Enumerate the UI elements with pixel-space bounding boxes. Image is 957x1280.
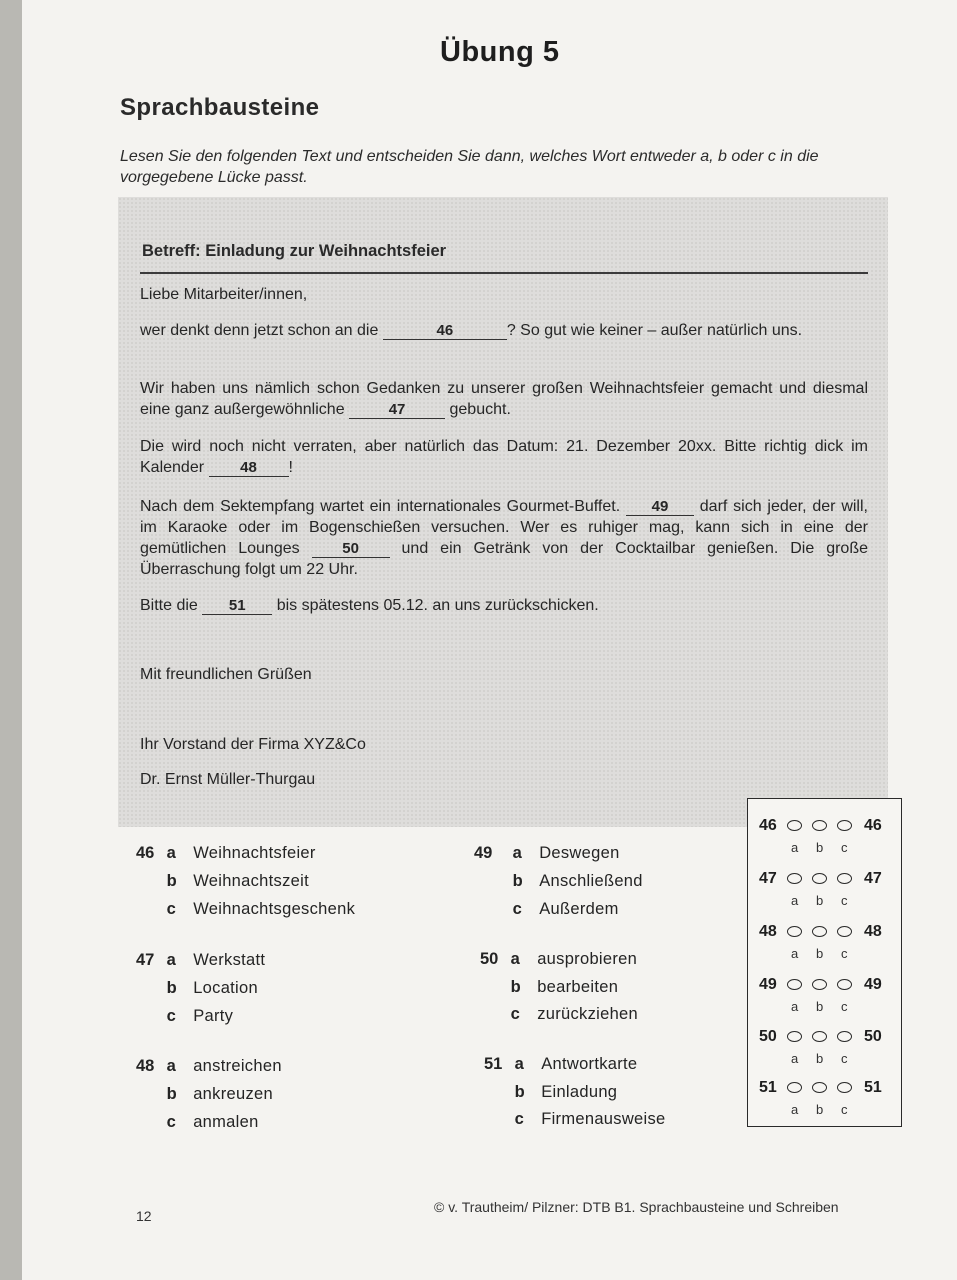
paragraph-text: Die wird noch nicht verraten, aber natürlich das Datum: 21. Dezember 20xx. Bitte richtig dick im Kalender [140,438,868,476]
option-46b: b Weihnachtszeit [166,872,309,890]
answer-row-49: 49 49 a b c [759,976,882,1014]
bubble-46b[interactable] [812,820,827,831]
bubble-49c[interactable] [837,979,852,990]
answer-sheet [747,798,902,1127]
section-title: Sprachbausteine [120,94,320,121]
option-48b: b ankreuzen [166,1085,273,1103]
bubble-47b[interactable] [812,873,827,884]
letter-subject: Betreff: Einladung zur Weihnachtsfeier [142,242,447,260]
worksheet-page [22,0,957,1280]
copyright-note: © v. Trautheim/ Pilzner: DTB B1. Sprachbausteine und Schreiben [434,1199,839,1215]
option-51a: 51 a Antwortkarte [484,1055,638,1073]
paragraph-text: darf sich jeder, der will, im Karaoke oder im Bogenschießen versuchen. Wer es ruhiger mag, kann sich in eine der gemütlichen Lounges [140,498,868,557]
bubble-50b[interactable] [812,1031,827,1042]
answer-row-51: 51 51 a b c [759,1079,882,1117]
option-46a: 46 a Weihnachtsfeier [136,844,316,862]
option-47a: 47 a Werkstatt [136,951,266,969]
bubble-47c[interactable] [837,873,852,884]
option-47c: c Party [166,1007,234,1025]
bubble-49a[interactable] [787,979,802,990]
paragraph-text: bis spätestens 05.12. an uns zurückschicken. [276,597,599,614]
option-49a: 49 a Deswegen [474,844,620,862]
option-51c: c Firmenausweise [514,1110,666,1128]
option-50b: b bearbeiten [510,978,619,996]
answer-row-48: 48 48 a b c [759,923,882,961]
answer-row-46: 46 46 a b c [759,817,882,855]
gap-47: 47 [349,401,445,419]
page-title: Übung 5 [440,36,560,68]
page-number: 12 [136,1208,152,1224]
paragraph-text: ? So gut wie keiner – außer natürlich uns. [506,322,803,339]
bubble-50c[interactable] [837,1031,852,1042]
option-50a: 50 a ausprobieren [480,950,638,968]
option-47b: b Location [166,979,258,997]
option-49c: c Außerdem [512,900,619,918]
paragraph-text: wer denkt denn jetzt schon an die [140,322,379,339]
bubble-48c[interactable] [837,926,852,937]
answer-row-50: 50 50 a b c [759,1028,882,1066]
letter-greeting: Liebe Mitarbeiter/innen, [140,286,308,303]
gap-46: 46 [383,322,507,340]
option-48c: c anmalen [166,1113,259,1131]
option-49b: b Anschließend [512,872,643,890]
paragraph-text: Wir haben uns nämlich schon Gedanken zu unserer großen Weihnachtsfeier gemacht und diesmal eine ganz außergewöhnliche [140,380,868,418]
option-48a: 48 a anstreichen [136,1057,282,1075]
option-51b: b Einladung [514,1083,618,1101]
task-instruction: Lesen Sie den folgenden Text und entscheiden Sie dann, welches Wort entweder a, b oder c in die vorgegebene Lücke passt. [120,148,819,186]
letter-paragraph-1 [140,320,868,341]
bubble-46a[interactable] [787,820,802,831]
letter-paragraph-3 [140,436,868,478]
bubble-50a[interactable] [787,1031,802,1042]
answer-row-47: 47 47 a b c [759,870,882,908]
bubble-51c[interactable] [837,1082,852,1093]
paragraph-text: ! [288,459,293,476]
bubble-51a[interactable] [787,1082,802,1093]
bubble-51b[interactable] [812,1082,827,1093]
letter-closing: Mit freundlichen Grüßen [140,666,312,683]
gap-51: 51 [202,597,272,615]
gap-48: 48 [209,459,289,477]
option-46c: c Weihnachtsgeschenk [166,900,356,918]
letter-paragraph-4 [140,496,868,580]
bubble-48b[interactable] [812,926,827,937]
subject-divider [140,272,868,274]
paragraph-text: Nach dem Sektempfang wartet ein internationales Gourmet-Buffet. [140,498,621,515]
bubble-48a[interactable] [787,926,802,937]
bubble-46c[interactable] [837,820,852,831]
letter-sender: Ihr Vorstand der Firma XYZ&Co [140,736,366,753]
letter-signature: Dr. Ernst Müller-Thurgau [140,771,316,788]
bubble-49b[interactable] [812,979,827,990]
paragraph-text: Bitte die [140,597,198,614]
option-50c: c zurückziehen [510,1005,639,1023]
letter-paragraph-5 [140,595,868,616]
letter-paragraph-2 [140,378,868,420]
paragraph-text: gebucht. [449,401,511,418]
bubble-47a[interactable] [787,873,802,884]
gap-50: 50 [312,540,390,558]
paragraph-text: und ein Getränk von der Cocktailbar genießen. Die große Überraschung folgt um 22 Uhr. [140,540,868,578]
gap-49: 49 [626,498,694,516]
